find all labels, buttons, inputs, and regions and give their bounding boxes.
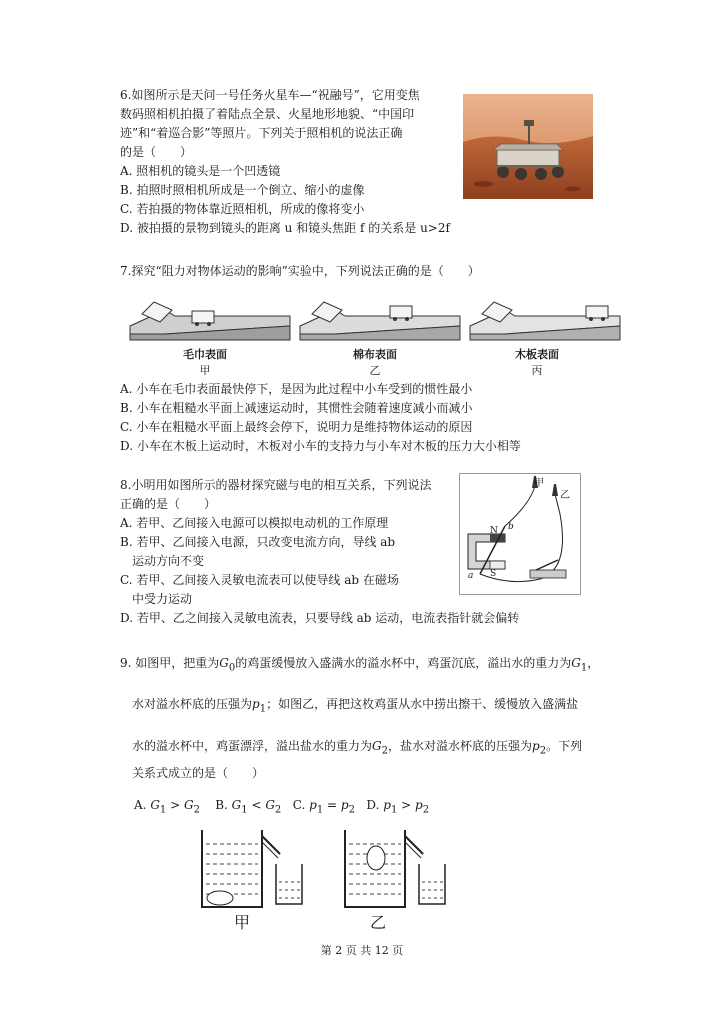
figure-label-yi: 乙	[369, 364, 381, 377]
q9-text: ，盐水对溢水杯底的压强为	[387, 738, 532, 753]
q6-line: 6.如图所示是天问一号任务火星车—“祝融号”，它用变焦	[120, 88, 420, 102]
q9-label-yi: 乙	[370, 913, 387, 932]
sub: 1	[580, 662, 588, 674]
q7-ramp-figure	[120, 284, 630, 349]
q9-option-a: A.	[134, 798, 147, 813]
surface-wood-label: 木板表面	[515, 348, 559, 361]
q7-option-a: A. 小车在毛巾表面最快停下，是因为此过程中小车受到的惯性最小	[120, 382, 473, 396]
q7-option-b: B. 小车在粗糙水平面上减速运动时，其惯性会随着速度减小而减小	[120, 401, 473, 415]
question-9	[120, 652, 599, 822]
q8-option-c: C. 若甲、乙间接入灵敏电流表可以使导线 ab 在磁场	[120, 573, 399, 587]
figure-label-jia: 甲	[199, 364, 211, 377]
q8-label-n: N	[490, 526, 498, 536]
q8-label-s: S	[490, 569, 497, 579]
q9-line-3	[120, 735, 599, 762]
q8-option-c-cont: 中受力运动	[132, 592, 193, 606]
q6-option-b: B. 拍照时照相机所成是一个倒立、缩小的虚像	[120, 183, 365, 197]
q8-option-b-cont: 运动方向不变	[132, 554, 205, 568]
q8-circuit-figure	[459, 473, 581, 595]
ramp-towel	[130, 302, 290, 340]
q9-text: 水对溢水杯底的压强为	[132, 697, 253, 712]
q9-text: 的鸡蛋缓慢放入盛满水的溢水杯中，鸡蛋沉底，溢出水的重力为	[235, 656, 572, 670]
q6-option-c: C. 若拍摄的物体靠近照相机，所成的像将变小	[120, 202, 365, 216]
question-6	[120, 86, 450, 238]
var-g: G	[571, 656, 581, 670]
figure-label-bing: 丙	[531, 364, 543, 377]
sub: 1	[259, 703, 267, 715]
q9-line-2	[120, 693, 599, 720]
surface-cotton-label: 棉布表面	[353, 348, 397, 361]
q8-label-a: a	[468, 571, 474, 581]
mars-rover-photo	[463, 94, 593, 199]
q9-option-c: C.	[292, 798, 306, 813]
q8-option-b: B. 若甲、乙间接入电源，只改变电流方向，导线 ab	[120, 535, 396, 549]
q9-line-4: 关系式成立的是（ ）	[132, 766, 265, 781]
surface-towel-label: 毛巾表面	[183, 348, 227, 361]
q9-text: 。下列	[546, 738, 583, 753]
q8-line: 正确的是（ ）	[120, 497, 217, 511]
sub: 0	[228, 662, 236, 674]
var-g: G	[219, 656, 229, 670]
overflow-cup-yi	[345, 830, 445, 907]
question-7	[120, 262, 480, 281]
q7-option-c: C. 小车在粗糙水平面上最终会停下，说明力是维持物体运动的原因	[120, 420, 473, 434]
sub: 2	[381, 745, 388, 757]
q8-option-a: A. 若甲、乙间接入电源可以模拟电动机的工作原理	[120, 516, 389, 530]
overflow-cup-jia	[202, 830, 302, 907]
page-footer: 第 2 页 共 12 页	[320, 944, 404, 957]
q6-line: 的是（ ）	[120, 145, 193, 159]
q6-line: 数码照相机拍摄了着陆点全景、火星地形地貌、“中国印	[120, 107, 415, 121]
q8-label-yi: 乙	[560, 490, 570, 501]
q9-overflow-cups-figure	[190, 822, 470, 937]
q8-label-b: b	[508, 522, 514, 532]
ramp-cotton	[300, 302, 460, 340]
q9-options: A. $G_1 > G_2$ B. $G_1 < G_2$ C. $p_1 = p_2$ D. $p_1 > p_2$	[134, 798, 430, 816]
q9-text: ；如图乙，再把这枚鸡蛋从水中捞出擦干、缓慢放入盛满盐	[266, 697, 579, 712]
q7-stem: 7.探究“阻力对物体运动的影响”实验中，下列说法正确的是（ ）	[120, 264, 480, 278]
q9-line-1: 9. 如图甲，把重为$G_0$的鸡蛋缓慢放入盛满水的溢水杯中，鸡蛋沉底，溢出水的重力为$G_1$，	[120, 656, 600, 674]
sub: 2	[539, 745, 547, 757]
q8-option-d: D. 若甲、乙之间接入灵敏电流表，只要导线 ab 运动，电流表指针就会偏转	[120, 611, 520, 625]
q8-label-jia: 甲	[534, 478, 544, 489]
q9-option-d: D.	[366, 798, 380, 813]
var-g: G	[372, 738, 382, 753]
q9-text: 9. 如图甲，把重为	[120, 656, 220, 670]
var-p: p	[532, 738, 540, 753]
q7-option-d: D. 小车在木板上运动时，木板对小车的支持力与小车对木板的压力大小相等	[120, 439, 521, 453]
q9-label-jia: 甲	[234, 913, 251, 932]
q9-option-b: B.	[215, 798, 228, 813]
q6-option-a: A. 照相机的镜头是一个凹透镜	[120, 164, 281, 178]
q8-line: 8.小明用如图所示的器材探究磁与电的相互关系，下列说法	[120, 478, 432, 492]
q6-line: 迹”和“着巡合影”等照片。下列关于照相机的说法正确	[120, 126, 403, 140]
ramp-wood	[470, 302, 620, 340]
question-7-options	[120, 380, 521, 456]
q6-option-d: D. 被拍摄的景物到镜头的距离 u 和镜头焦距 f 的关系是 u>2f	[120, 221, 450, 235]
q9-text: 水的溢水杯中，鸡蛋漂浮，溢出盐水的重力为	[132, 738, 373, 753]
var-p: p	[252, 697, 260, 712]
